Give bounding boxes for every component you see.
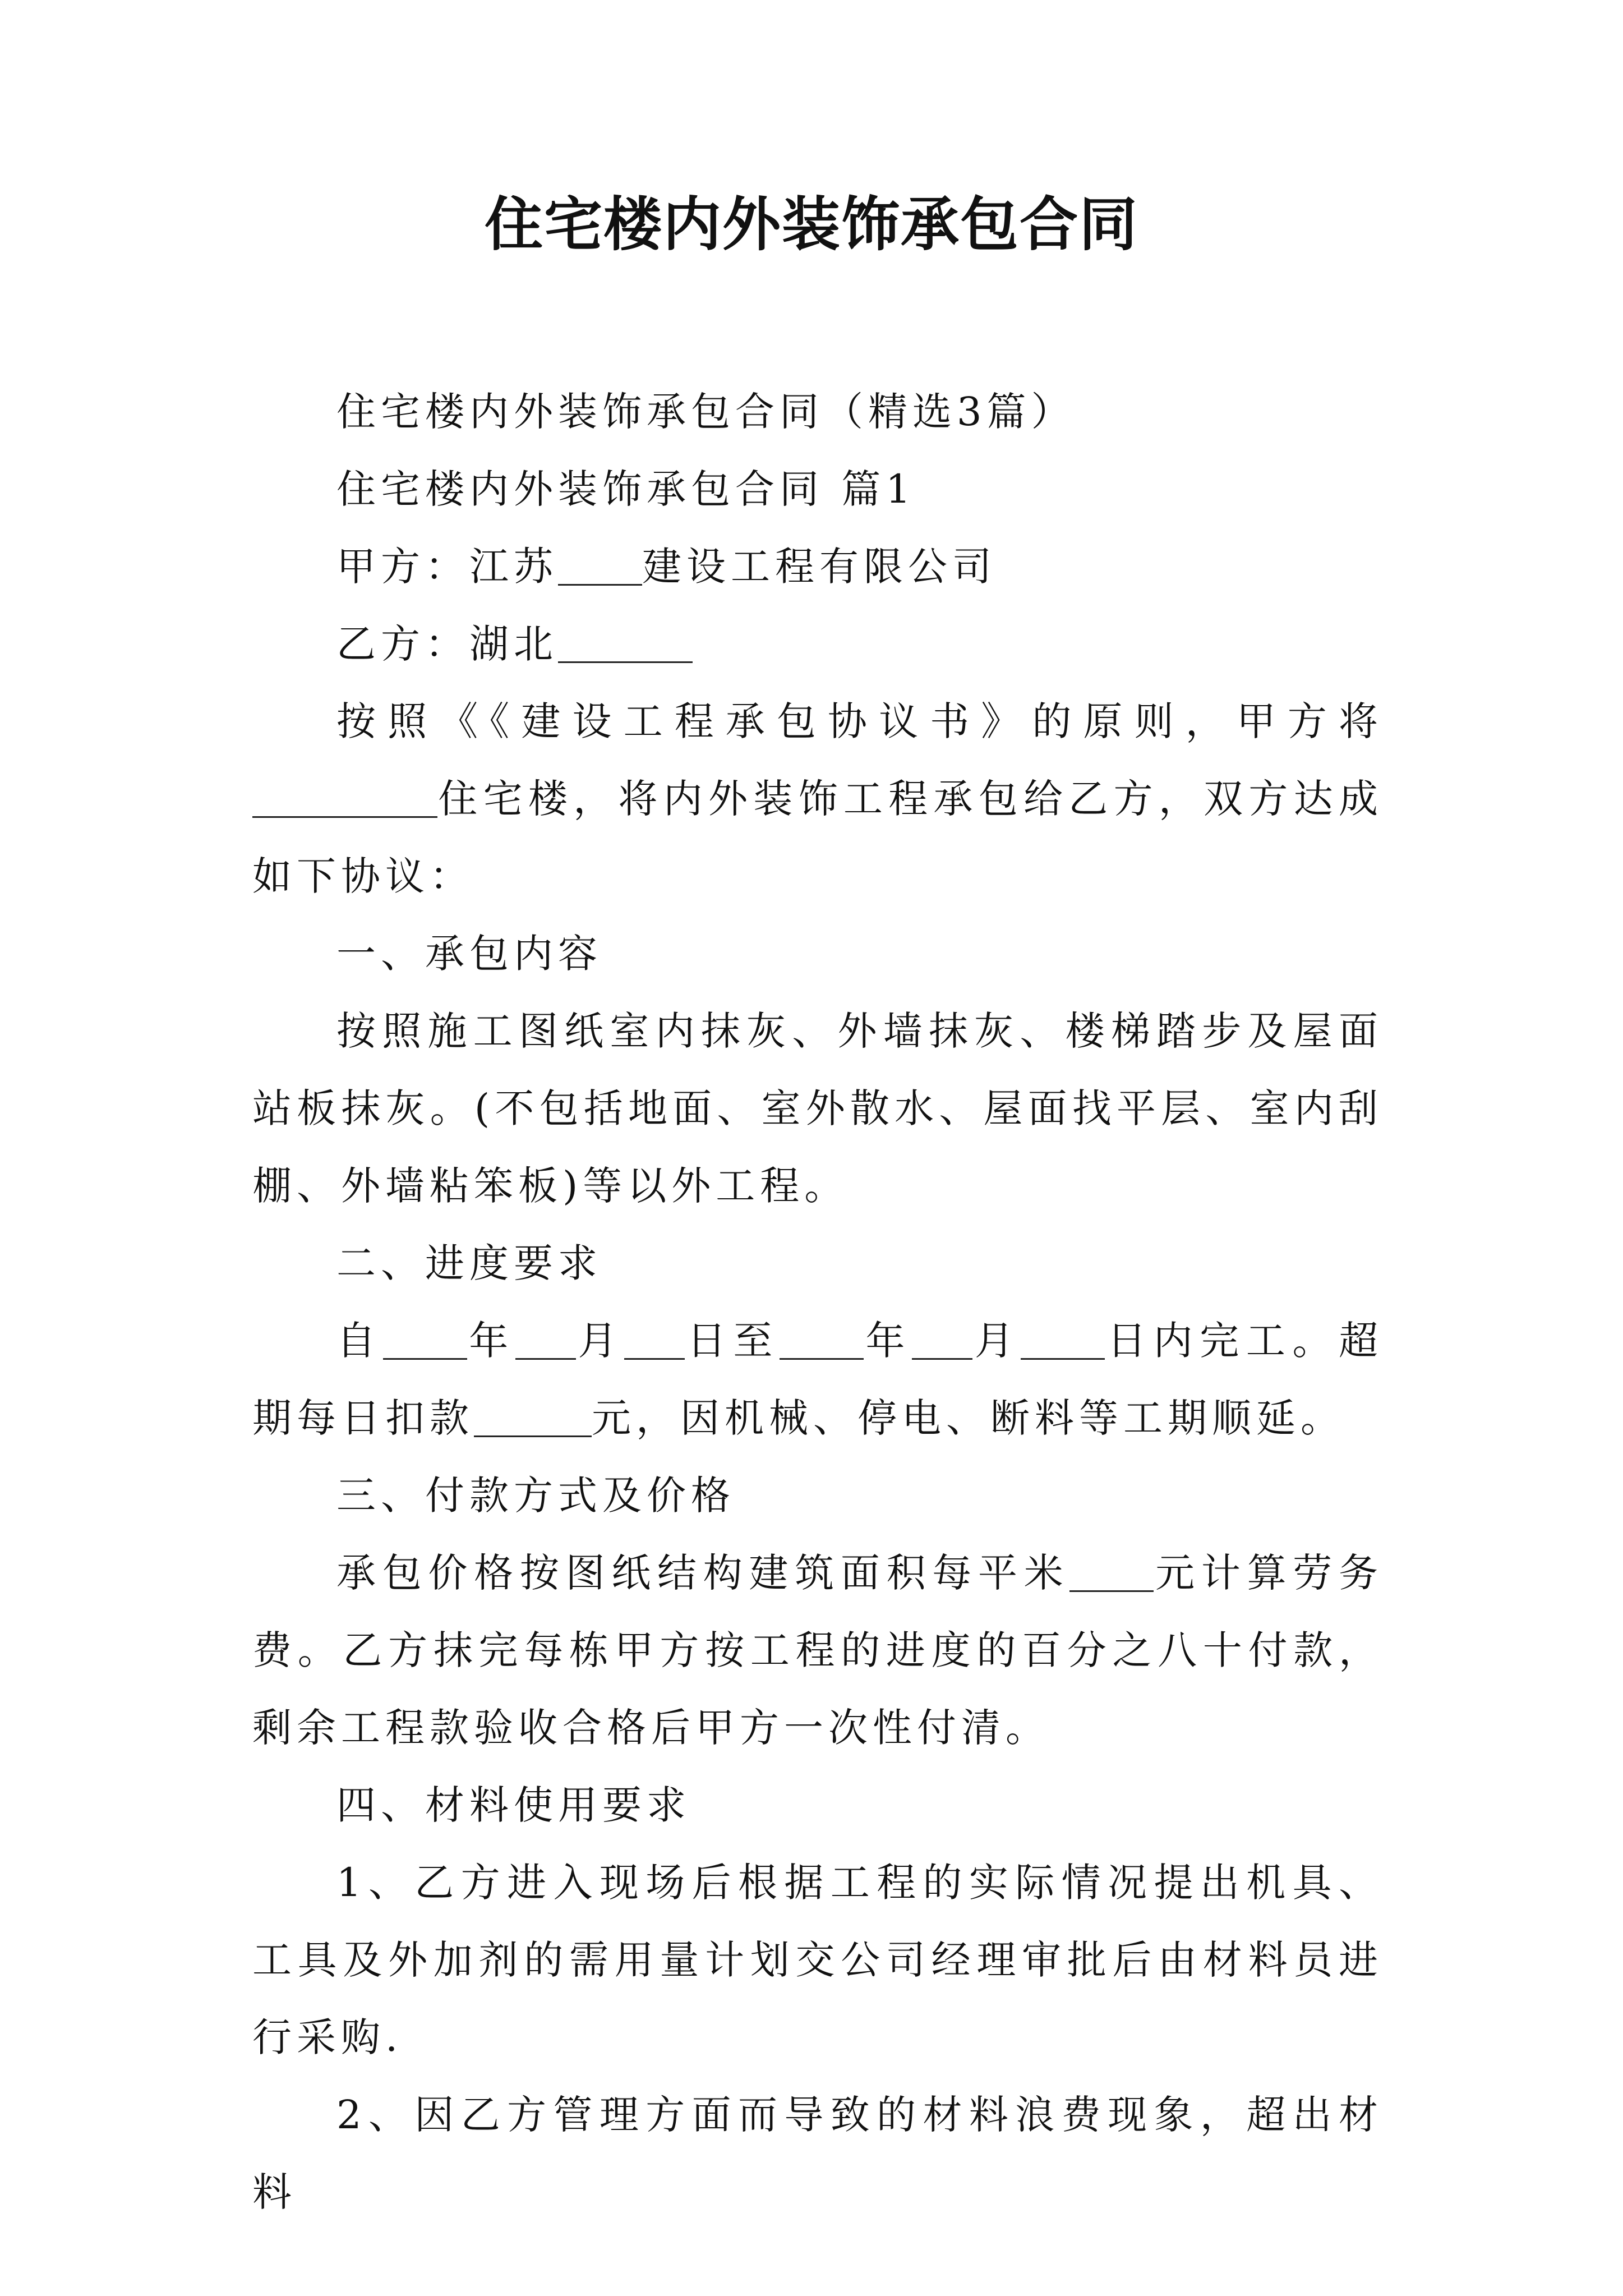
intro-blank (252, 777, 437, 818)
subtitle: 住宅楼内外装饰承包合同（精选3篇） (336, 389, 1076, 435)
party-b-blank (558, 622, 693, 663)
section2-month2: 月 (972, 1318, 1021, 1364)
party-a-suffix: 建设工程有限公司 (642, 544, 997, 590)
intro-paragraph (252, 683, 1383, 915)
section2-month: 月 (575, 1318, 625, 1364)
end-year-blank (780, 1319, 864, 1360)
section2-tail: 元，因机械、停电、断料等工期顺延。 (592, 1395, 1345, 1441)
section1-text: 按照施工图纸室内抹灰、外墙抹灰、楼梯踏步及屋面站板抹灰。(不包括地面、室外散水、屋面找平层、室内刮棚、外墙粘笨板)等以外工程。 (252, 1008, 1383, 1209)
section3-part1: 承包价格按图纸结构建筑面积每平米 (336, 1550, 1070, 1596)
party-b-label: 乙方： (336, 621, 469, 667)
section3-text (252, 1534, 1383, 1766)
section3-part2: 元计算劳务费。乙方抹完每栋甲方按工程的进度的百分之八十付款，剩余工程款验收合格后甲方一次性付清。 (252, 1550, 1384, 1751)
party-b-prefix: 湖北 (469, 621, 558, 667)
end-day-blank (1021, 1319, 1105, 1360)
section2-text (252, 1302, 1383, 1457)
start-month-blank (515, 1319, 576, 1360)
section2-from: 自 (336, 1318, 383, 1364)
section2-year: 年 (467, 1318, 515, 1364)
section3-heading: 三、付款方式及价格 (336, 1473, 735, 1519)
price-blank (1069, 1551, 1154, 1592)
section1-heading: 一、承包内容 (336, 931, 602, 977)
section4-heading: 四、材料使用要求 (336, 1782, 691, 1828)
party-a-label: 甲方： (336, 544, 469, 590)
document-body (252, 373, 1383, 2231)
start-day-blank (624, 1319, 685, 1360)
party-a-line (252, 528, 1383, 605)
section2-end: 日内完工。超期每日扣款 (252, 1318, 1384, 1441)
section4-item1: 1、乙方进入现场后根据工程的实际情况提出机具、工具及外加剂的需用量计划交公司经理审批后由材料员进行采购. (252, 1860, 1383, 2060)
end-month-blank (912, 1319, 972, 1360)
penalty-blank (474, 1396, 592, 1437)
document-title: 住宅楼内外装饰承包合同 (484, 190, 1138, 259)
intro-part1: 按照《《建设工程承包协议书》的原则，甲方将 (336, 698, 1383, 744)
intro-part2: 住宅楼，将内外装饰工程承包给乙方，双方达成如下协议： (252, 776, 1383, 899)
start-year-blank (383, 1319, 467, 1360)
section4-item2: 2、因乙方管理方面而导致的材料浪费现象，超出材料 (252, 2092, 1383, 2215)
party-a-blank (558, 545, 642, 586)
section2-heading: 二、进度要求 (336, 1240, 602, 1286)
section2-year2: 年 (863, 1318, 912, 1364)
party-b-line (252, 605, 1383, 683)
party-a-prefix: 江苏 (469, 544, 558, 590)
section2-day-to: 日至 (685, 1318, 780, 1364)
article-heading: 住宅楼内外装饰承包合同 篇1 (336, 466, 916, 512)
